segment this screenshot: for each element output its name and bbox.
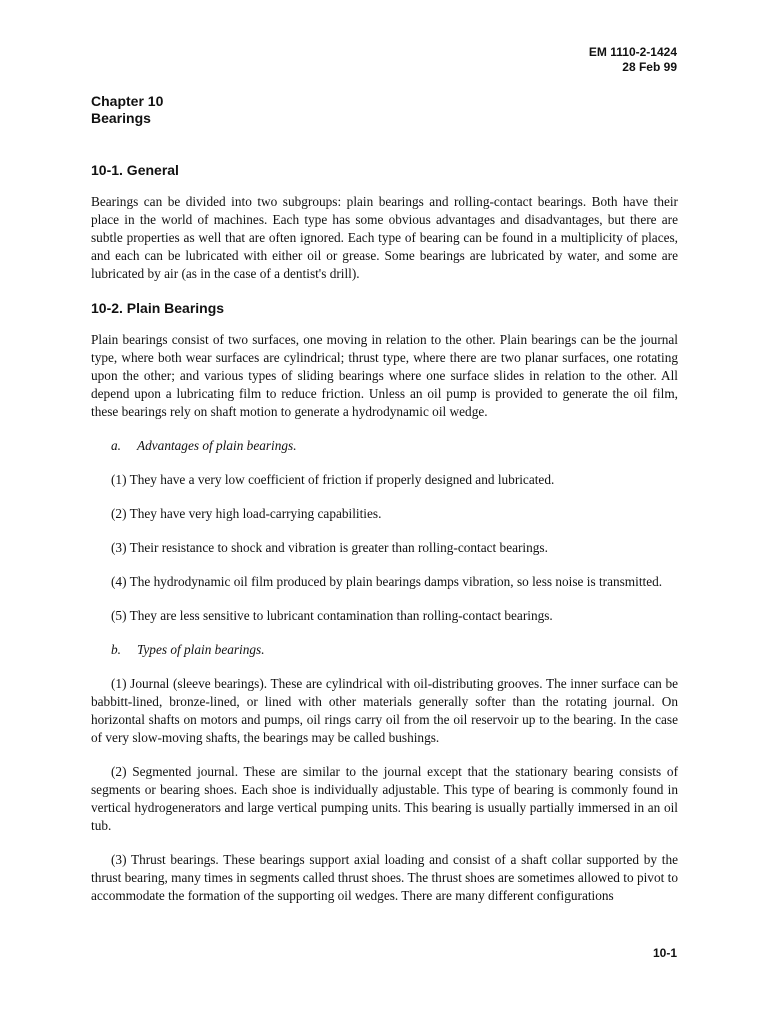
page-header — [589, 45, 677, 75]
document-number: EM 1110-2-1424 — [588, 45, 677, 59]
section-title: 10-2. Plain Bearings — [91, 300, 225, 316]
subsection-heading — [111, 437, 678, 455]
page-number: 10-1 — [652, 946, 677, 960]
list-item: (2) They have very high load-carrying capabilities. — [111, 506, 382, 521]
paragraph: Bearings can be divided into two subgroups: plain bearings and rolling-contact bearings. Both have their place in the world of machines. Each type has some obvious advantages and disadvantages, but there are subtle properties as well that are often ignored. Each type of bearing can be found in a multiplicity of places, and each can be lubricated with either oil or grease. Some bearings are lubricated by water, and some are lubricated by air (as in the case of a dentist's drill). — [91, 194, 678, 281]
section-plain-bearings — [91, 299, 678, 905]
document-date: 28 Feb 99 — [622, 60, 677, 74]
subsection-letter: a. — [111, 438, 121, 453]
section-general — [91, 161, 678, 283]
subsection-heading — [111, 641, 678, 659]
section-title: 10-1. General — [91, 162, 179, 178]
list-item: (3) Thrust bearings. These bearings support axial loading and consist of a shaft collar supported by the thrust bearing, many times in segments called thrust shoes. The thrust shoes are sometimes allowed to pivot to accommodate the formation of the supporting oil wedges. There are many different configurations — [91, 852, 678, 903]
list-item: (2) Segmented journal. These are similar to the journal except that the stationary bearing consists of segments or bearing shoes. Each shoe is individually adjustable. This type of bearing is commonly found in vertical hydrogenerators and large vertical pumping units. This bearing is usually partially immersed in an oil tub. — [91, 764, 678, 833]
chapter-heading — [91, 93, 678, 127]
list-item: (1) Journal (sleeve bearings). These are cylindrical with oil-distributing grooves. The inner surface can be babbitt-lined, bronze-lined, or lined with other materials generally softer than the rotating journal. On horizontal shafts on motors and pumps, oil rings carry oil from the oil reservoir up to the bearing. In the case of very slow-moving shafts, the bearings may be called bushings. — [91, 676, 678, 745]
paragraph: Plain bearings consist of two surfaces, one moving in relation to the other. Plain bearings can be the journal type, where both wear surfaces are cylindrical; thrust type, where there are two planar surfaces, one rotating upon the other; and various types of sliding bearings where one surface slides in relation to the other. All depend upon a lubricating film to reduce friction. Unless an oil pump is provided to generate the oil film, these bearings rely on shaft motion to generate a hydrodynamic oil wedge. — [91, 332, 678, 419]
chapter-title: Bearings — [91, 110, 151, 126]
list-item: (3) Their resistance to shock and vibration is greater than rolling-contact bearings. — [111, 540, 548, 555]
list-item: (4) The hydrodynamic oil film produced by plain bearings damps vibration, so less noise is transmitted. — [111, 574, 663, 589]
page-content — [91, 93, 678, 921]
subsection-title: Types of plain bearings. — [137, 642, 265, 657]
list-item: (1) They have a very low coefficient of friction if properly designed and lubricated. — [111, 472, 555, 487]
list-item: (5) They are less sensitive to lubricant contamination than rolling-contact bearings. — [111, 608, 553, 623]
chapter-number: Chapter 10 — [91, 93, 164, 109]
subsection-title: Advantages of plain bearings. — [137, 438, 297, 453]
subsection-letter: b. — [111, 642, 121, 657]
